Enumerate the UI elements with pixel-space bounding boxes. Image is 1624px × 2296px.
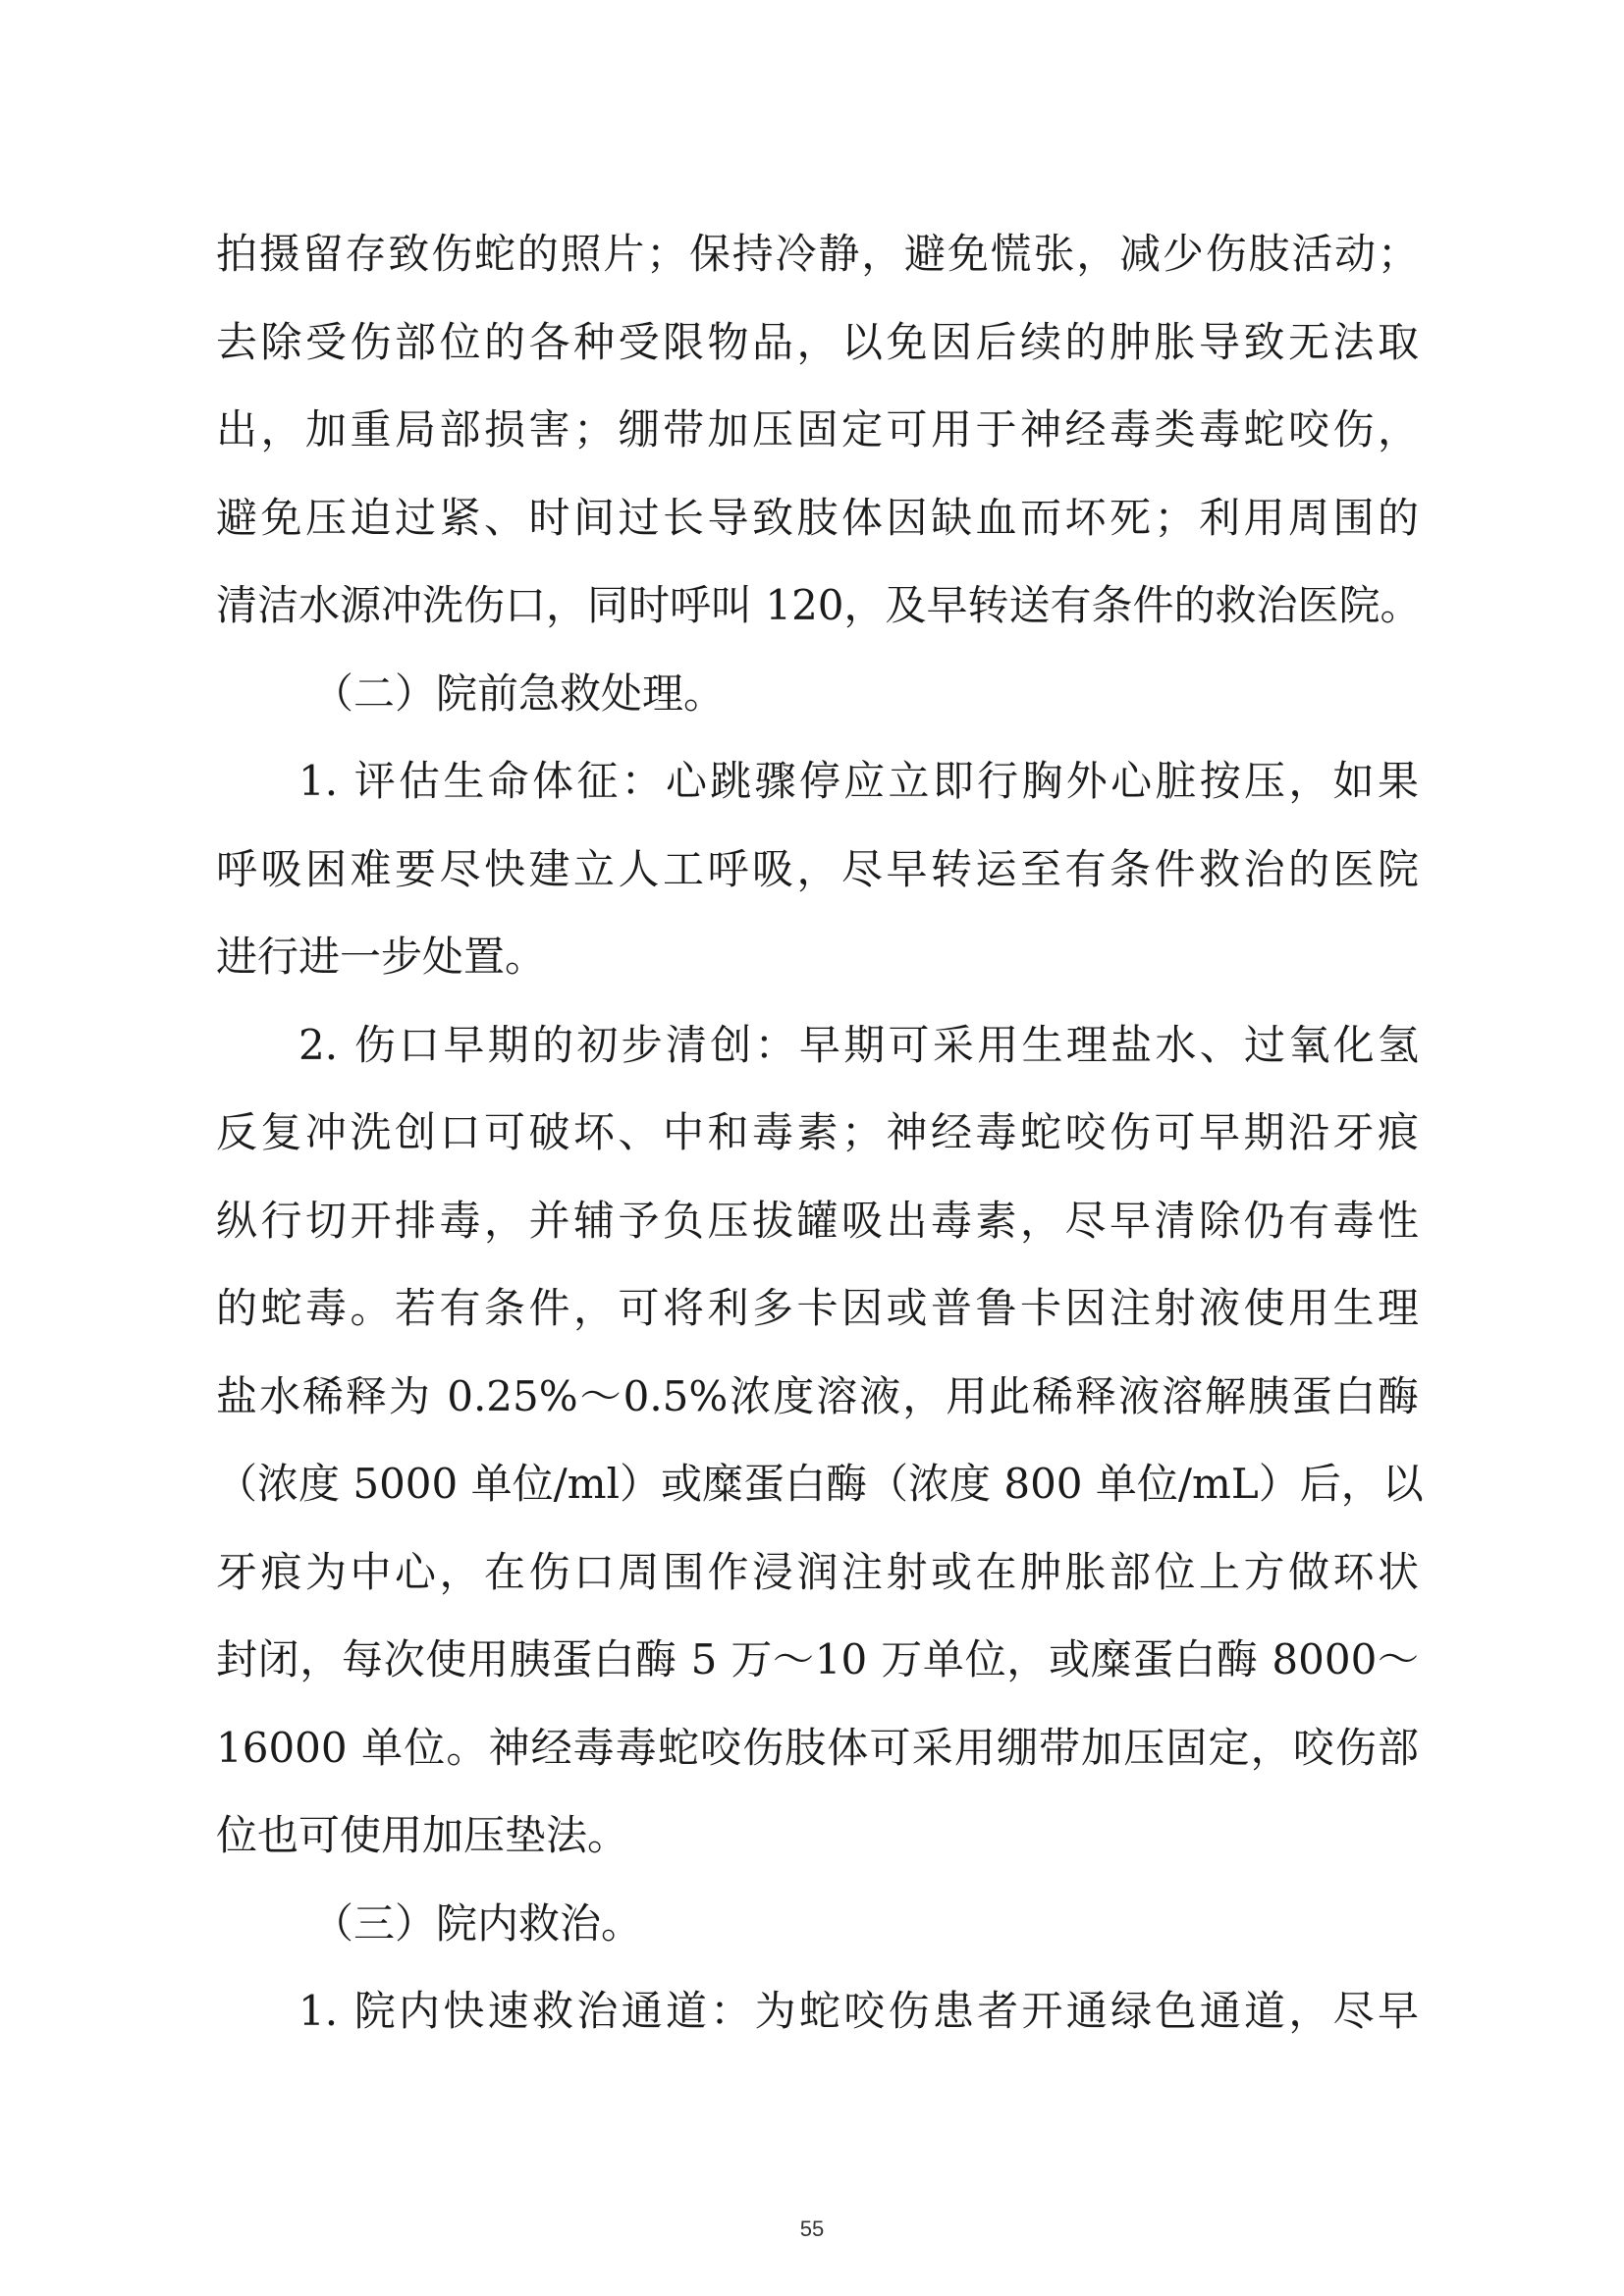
paragraph-line: 16000 单位。神经毒毒蛇咬伤肢体可采用绷带加压固定，咬伤部	[216, 1723, 1419, 1772]
paragraph-line: 位也可使用加压垫法。	[216, 1811, 629, 1859]
paragraph-line: 去除受伤部位的各种受限物品，以免因后续的肿胀导致无法取	[216, 317, 1419, 366]
paragraph-line: 盐水稀释为 0.25%～0.5%浓度溶液，用此稀释液溶解胰蛋白酶	[216, 1371, 1419, 1420]
page-number: 55	[799, 2216, 825, 2241]
paragraph-line: 2. 伤口早期的初步清创：早期可采用生理盐水、过氧化氢	[298, 1020, 1419, 1069]
section-heading: （二）院前急救处理。	[312, 668, 726, 718]
paragraph-line: 呼吸困难要尽快建立人工呼吸，尽早转运至有条件救治的医院	[216, 844, 1419, 893]
paragraph-line: 纵行切开排毒，并辅予负压拔罐吸出毒素，尽早清除仍有毒性	[216, 1196, 1419, 1245]
paragraph-line: 出，加重局部损害；绷带加压固定可用于神经毒类毒蛇咬伤，	[216, 405, 1419, 454]
paragraph-line: 拍摄留存致伤蛇的照片；保持冷静，避免慌张，减少伤肢活动；	[216, 230, 1419, 278]
paragraph-line: （浓度 5000 单位/ml）或糜蛋白酶（浓度 800 单位/mL）后，以	[216, 1460, 1424, 1508]
document-body	[216, 210, 1424, 2056]
paragraph-line: 封闭，每次使用胰蛋白酶 5 万～10 万单位，或糜蛋白酶 8000～	[216, 1635, 1419, 1683]
paragraph-line: 清洁水源冲洗伤口，同时呼叫 120，及早转送有条件的救治医院。	[216, 581, 1422, 629]
paragraph-line: 进行进一步处置。	[216, 933, 547, 981]
paragraph-line: 1. 评估生命体征：心跳骤停应立即行胸外心脏按压，如果	[298, 757, 1419, 805]
paragraph-line: 1. 院内快速救治通道：为蛇咬伤患者开通绿色通道，尽早	[298, 1987, 1419, 2035]
paragraph-line: 牙痕为中心，在伤口周围作浸润注射或在肿胀部位上方做环状	[216, 1547, 1419, 1596]
section-heading: （三）院内救治。	[312, 1898, 643, 1948]
paragraph-line: 避免压迫过紧、时间过长导致肢体因缺血而坏死；利用周围的	[216, 493, 1419, 542]
paragraph-line: 反复冲洗创口可破坏、中和毒素；神经毒蛇咬伤可早期沿牙痕	[216, 1108, 1419, 1156]
paragraph-line: 的蛇毒。若有条件，可将利多卡因或普鲁卡因注射液使用生理	[216, 1284, 1419, 1332]
